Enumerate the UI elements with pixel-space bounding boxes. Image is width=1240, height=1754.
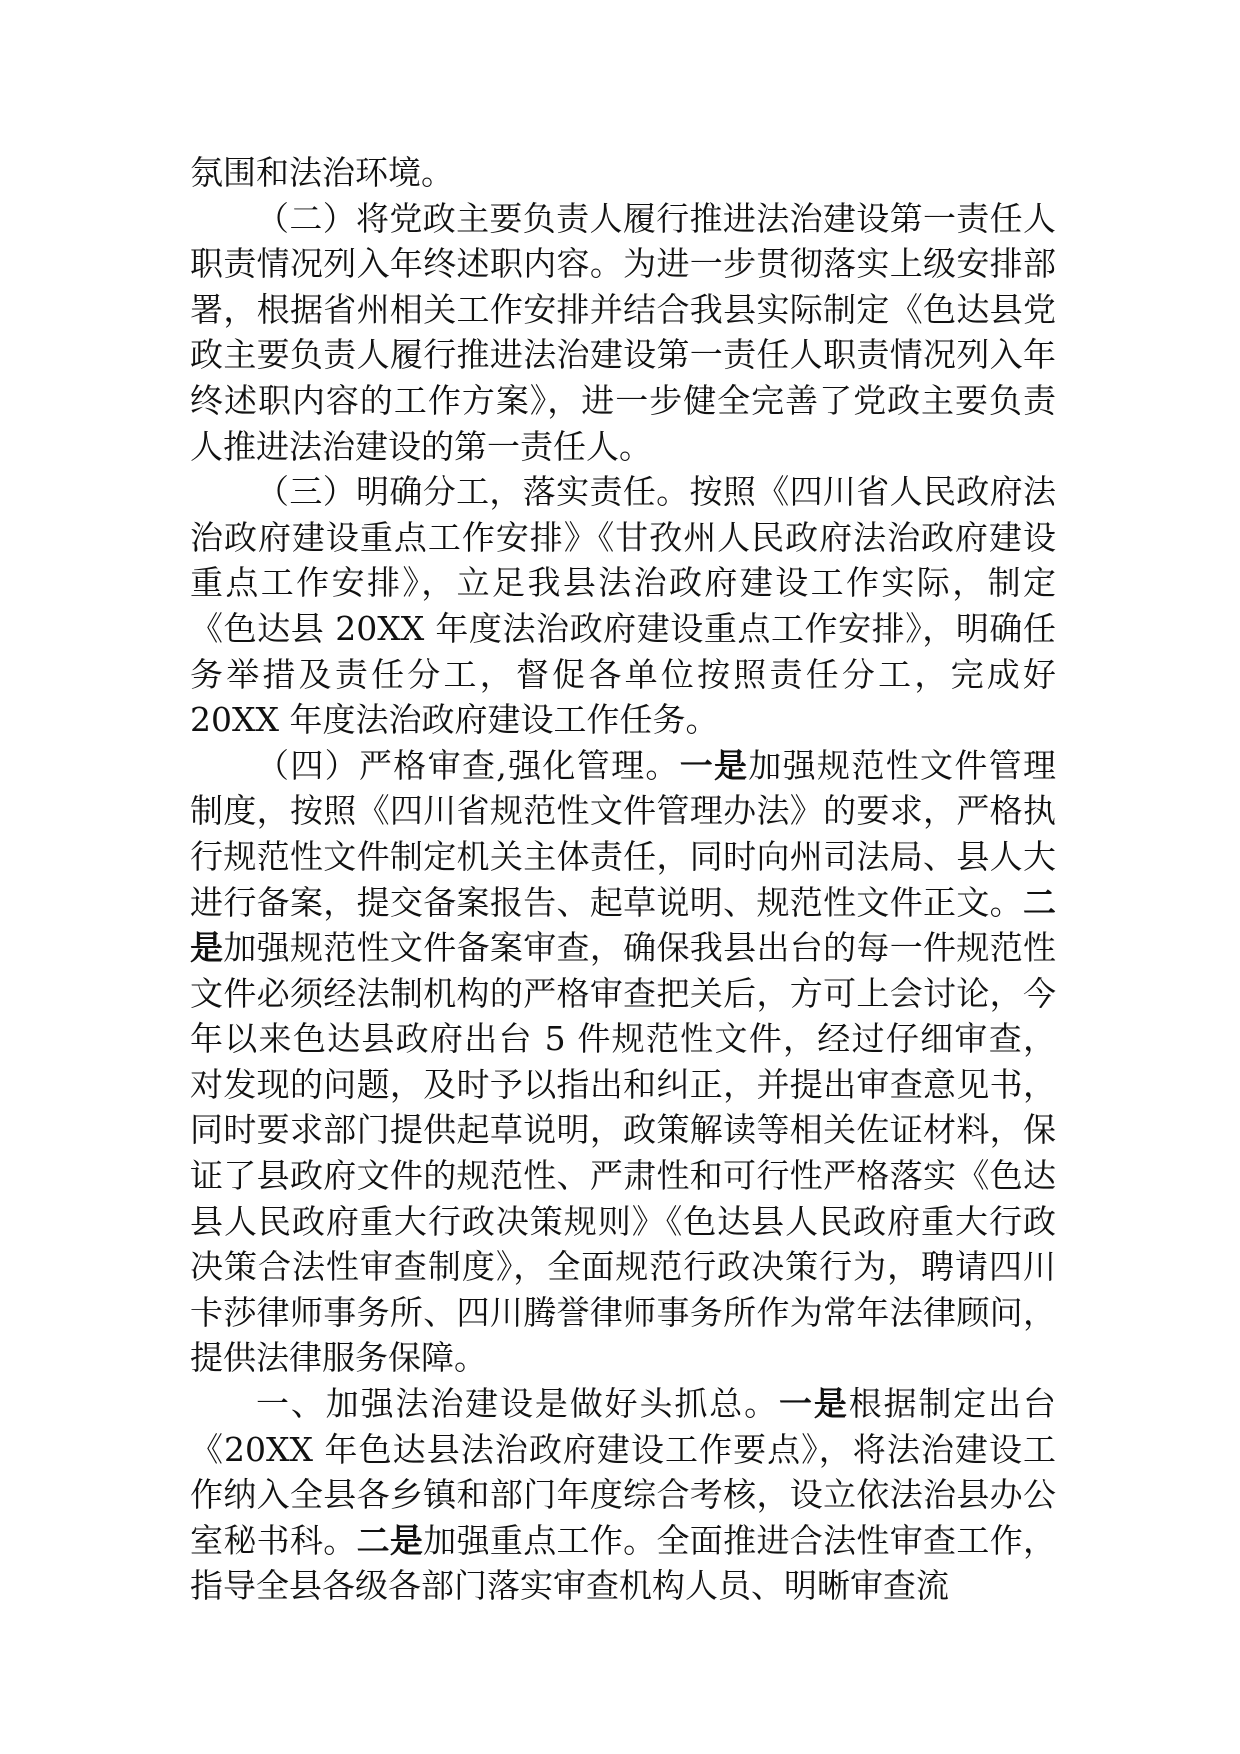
paragraph-3 [190,469,1056,743]
paragraph-4-bold-first: 一是 [679,745,749,785]
paragraph-5-bold-second: 二是 [356,1520,424,1560]
paragraph-4 [190,743,1056,1381]
paragraph-1 [190,150,1056,196]
paragraph-4-heading: （四）严格审查,强化管理。 [256,745,680,785]
paragraph-4-text-second: 加强规范性文件备案审查，确保我县出台的每一件规范性文件必须经法制机构的严格审查把关后，方可上会讨论，今年以来色达县政府出台 5 件规范性文件，经过仔细审查，对发现的问题，及时予以指出和纠正，并提出审查意见书，同时要求部门提供起草说明，政策解读等相关佐证材料，保证了县政府文件的规范性、严肃性和可行性严格落实《色达县人民政府重大行政决策规则》《色达县人民政府重大行政决策合法性审查制度》，全面规范行政决策行为，聘请四川卡莎律师事务所、四川腾誉律师事务所作为常年法律顾问，提供法律服务保障。 [190,928,1057,1378]
paragraph-2-text: （二）将党政主要负责人履行推进法治建设第一责任人职责情况列入年终述职内容。为进一步贯彻落实上级安排部署，根据省州相关工作安排并结合我县实际制定《色达县党政主要负责人履行推进法治建设第一责任人职责情况列入年终述职内容的工作方案》，进一步健全完善了党政主要负责人推进法治建设的第一责任人。 [190,198,1056,466]
paragraph-5-text-second: 加强重点工作。全面推进合法性审查工作，指导全县各级各部门落实审查机构人员、明晰审查流 [190,1520,1057,1606]
paragraph-5-text-first: 根据制定出台《20XX 年色达县法治政府建设工作要点》，将法治建设工作纳入全县各乡镇和部门年度综合考核，设立依法治县办公室秘书科。 [190,1384,1057,1560]
paragraph-2 [190,196,1056,470]
paragraph-3-text: （三）明确分工，落实责任。按照《四川省人民政府法治政府建设重点工作安排》《甘孜州人民政府法治政府建设重点工作安排》，立足我县法治政府建设工作实际，制定《色达县 20XX 年度法治政府建设重点工作安排》，明确任务举措及责任分工，督促各单位按照责任分工，完成好 20XX 年度法治政府建设工作任务。 [190,472,1056,740]
document-page [190,150,1056,1609]
paragraph-4-bold-second: 二是 [190,882,1056,968]
paragraph-5-heading: 一、加强法治建设是做好头抓总。 [256,1384,779,1424]
paragraph-1-text: 氛围和法治环境。 [190,153,454,192]
paragraph-4-text-first: 加强规范性文件管理制度，按照《四川省规范性文件管理办法》的要求，严格执行规范性文件制定机关主体责任，同时向州司法局、县人大进行备案，提交备案报告、起草说明、规范性文件正文。 [190,745,1056,922]
paragraph-5 [190,1381,1056,1609]
paragraph-5-bold-first: 一是 [778,1384,849,1424]
